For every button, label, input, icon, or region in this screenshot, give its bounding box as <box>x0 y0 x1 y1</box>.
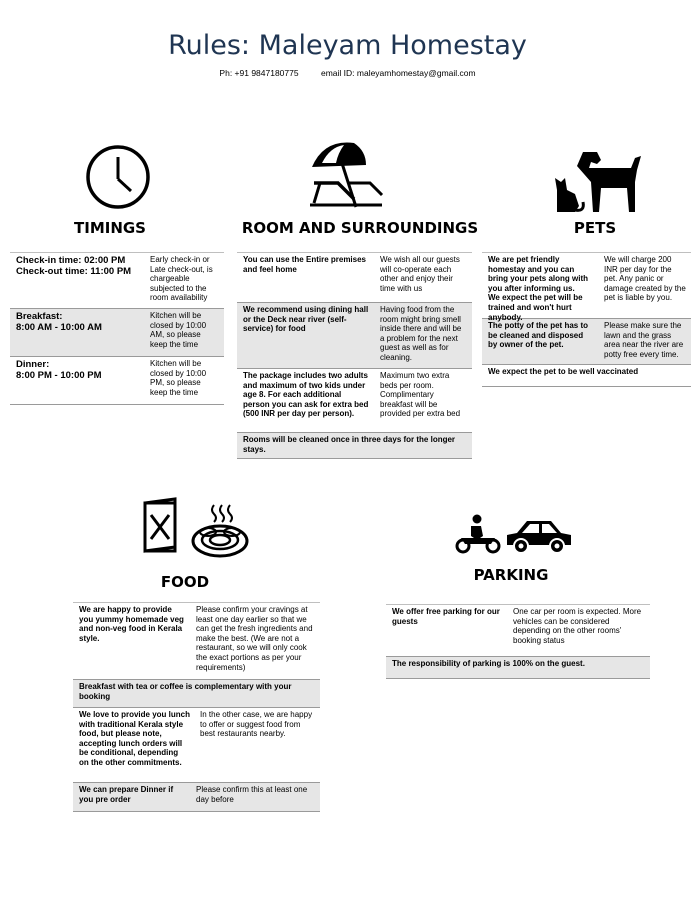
parking-responsibility-note: The responsibility of parking is 100% on the guest. <box>392 659 585 668</box>
food-row-4-note: Please confirm this at least one day before <box>196 785 308 804</box>
room-row-1-note: We wish all our guests will co-operate each other and enjoy their time with us <box>380 255 460 293</box>
pets-row-1-note: We will charge 200 INR per day for the pet. Any panic or damage created by the pet is liable by you. <box>604 255 686 303</box>
beach-umbrella-chair-icon <box>308 137 384 209</box>
table-row <box>482 365 691 387</box>
page-title: Rules: Maleyam Homestay <box>168 30 527 61</box>
timings-heading: TIMINGS <box>74 219 146 237</box>
breakfast-complementary-note: Breakfast with tea or coffee is complementary with your booking <box>79 682 292 701</box>
table-row <box>73 603 320 680</box>
checkin-note: Early check-in or Late check-out, is chargeable subjected to the room availability <box>150 255 213 303</box>
room-row-3-label: The package includes two adults and maximum of two kids under age 8. For each additional person you can ask for extra bed (500 INR per day per person). <box>243 371 369 419</box>
food-row-1-note: Please confirm your cravings at least one day earlier so that we can get the fresh ingredients and make the best. (We are not a restaurant, so we will only cook the exact portions as per your requirements) <box>196 605 313 672</box>
pets-table <box>482 252 691 387</box>
food-row-4-label: We can prepare Dinner if you pre order <box>79 785 174 804</box>
breakfast-time: Breakfast: 8:00 AM - 10:00 AM <box>16 311 102 333</box>
clock-icon <box>84 143 152 211</box>
dog-cat-icon <box>553 148 649 214</box>
car-icon <box>503 515 575 555</box>
parking-row-1-label: We offer free parking for our guests <box>392 607 500 626</box>
dinner-note: Kitchen will be closed by 10:00 PM, so please keep the time <box>150 359 207 397</box>
table-row <box>73 708 320 783</box>
phone-number: Ph: +91 9847180775 <box>219 68 299 78</box>
pets-row-1-label: We are pet friendly homestay and you can bring your pets along with you after informing us. We expect the pet will be trained and won't hurt anybody. <box>488 255 588 322</box>
food-row-3-label: We love to provide you lunch with traditional Kerala style food, but please note, accepting lunch orders will be conditional, depending on the other commitments. <box>79 710 190 767</box>
table-row <box>237 303 472 369</box>
parking-row-1-note: One car per room is expected. More vehicles can be considered depending on the other rooms' booking status <box>513 607 642 645</box>
dinner-time: Dinner: 8:00 PM - 10:00 PM <box>16 359 102 381</box>
room-cleaning-note: Rooms will be cleaned once in three days for the longer stays. <box>243 435 456 454</box>
table-row <box>10 357 224 405</box>
table-row <box>73 783 320 812</box>
table-row <box>237 253 472 303</box>
room-row-2-label: We recommend using dining hall or the Deck near river (self-service) for food <box>243 305 369 334</box>
food-table <box>73 602 320 812</box>
table-row <box>237 433 472 459</box>
room-heading: ROOM AND SURROUNDINGS <box>241 219 479 237</box>
food-row-1-label: We are happy to provide you yummy homemade veg and non-veg food in Kerala style. <box>79 605 184 643</box>
room-row-1-label: You can use the Entire premises and feel home <box>243 255 367 274</box>
table-row <box>73 680 320 708</box>
table-row <box>237 369 472 433</box>
room-row-2-note: Having food from the room might bring smell inside there and will be a problem for the next guest as well as for cleaning. <box>380 305 462 362</box>
food-row-3-note: In the other case, we are happy to offer or suggest food from best restaurants nearby. <box>200 710 313 739</box>
menu-cutlery-icon <box>141 497 181 555</box>
table-row <box>482 319 691 365</box>
table-row <box>10 309 224 357</box>
table-row <box>386 657 650 679</box>
pets-heading: PETS <box>573 219 617 237</box>
timings-table <box>10 252 224 405</box>
pets-vaccination-note: We expect the pet to be well vaccinated <box>488 367 639 376</box>
room-row-3-note: Maximum two extra beds per room. Complimentary breakfast will be provided per extra bed <box>380 371 461 419</box>
contact-line <box>0 68 695 78</box>
table-row <box>10 253 224 309</box>
checkin-checkout-times: Check-in time: 02:00 PM Check-out time: 11:00 PM <box>16 255 132 277</box>
motorbike-icon <box>455 514 501 554</box>
table-row <box>482 253 691 322</box>
breakfast-note: Kitchen will be closed by 10:00 AM, so please keep the time <box>150 311 207 349</box>
pets-row-2-note: Please make sure the lawn and the grass area near the river are potty free every time. <box>604 321 684 359</box>
table-row <box>386 605 650 657</box>
noodles-bowl-icon <box>190 503 250 559</box>
parking-heading: PARKING <box>473 566 549 584</box>
pets-row-2-label: The potty of the pet has to be cleaned and disposed by owner of the pet. <box>488 321 588 350</box>
food-heading: FOOD <box>160 573 210 591</box>
email-address: email ID: maleyamhomestay@gmail.com <box>320 68 476 78</box>
parking-table <box>386 604 650 679</box>
room-table <box>237 252 472 459</box>
